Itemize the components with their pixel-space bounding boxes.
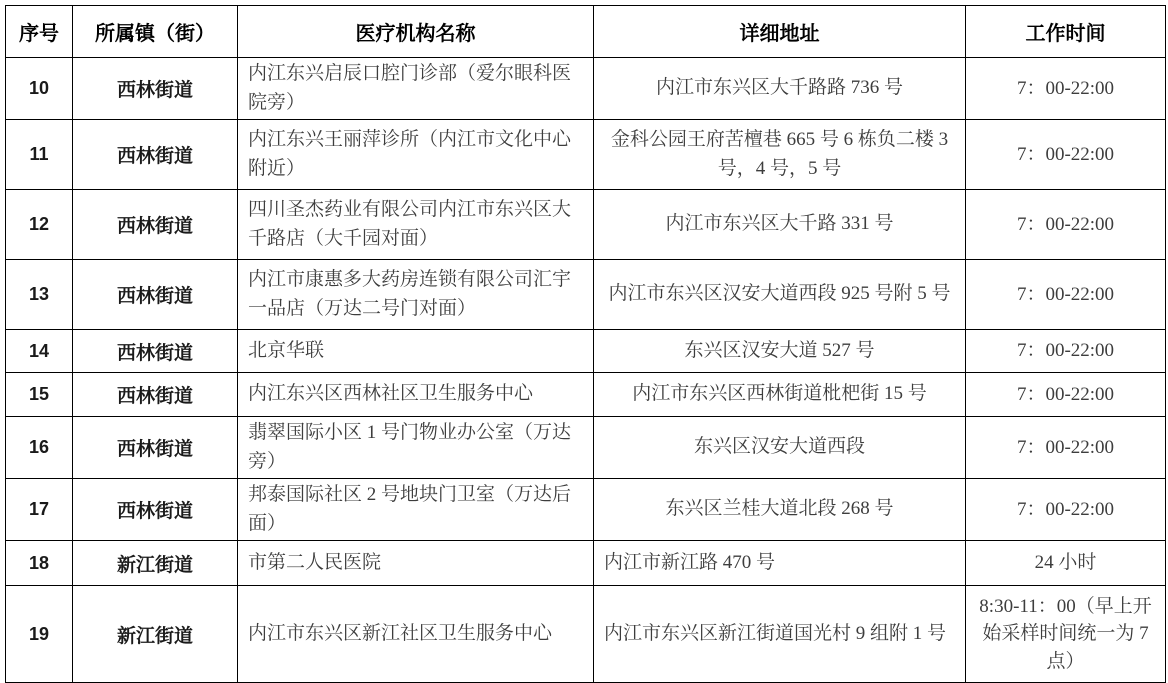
- address-cell: 金科公园王府苦檀巷 665 号 6 栋负二楼 3 号，4 号，5 号: [594, 120, 966, 190]
- row-number-cell: 10: [6, 58, 73, 120]
- institution-name-cell: 四川圣杰药业有限公司内江市东兴区大千路店（大千园对面）: [238, 190, 594, 260]
- row-number-cell: 19: [6, 586, 73, 683]
- table-row: [6, 190, 1166, 260]
- hours-cell: 7：00-22:00: [966, 58, 1166, 120]
- town-cell: 新江街道: [73, 586, 238, 683]
- row-number-cell: 14: [6, 330, 73, 373]
- town-cell: 西林街道: [73, 120, 238, 190]
- hours-cell: 24 小时: [966, 541, 1166, 586]
- institution-name-cell: 内江市康惠多大药房连锁有限公司汇宇一品店（万达二号门对面）: [238, 260, 594, 330]
- address-cell: 内江市东兴区新江街道国光村 9 组附 1 号: [594, 586, 966, 683]
- table-row: [6, 260, 1166, 330]
- table-row: [6, 417, 1166, 479]
- header-town: 所属镇（街）: [73, 6, 238, 58]
- row-number-cell: 12: [6, 190, 73, 260]
- hours-cell: 7：00-22:00: [966, 190, 1166, 260]
- table-row: [6, 373, 1166, 417]
- town-cell: 新江街道: [73, 541, 238, 586]
- hours-cell: 7：00-22:00: [966, 330, 1166, 373]
- institution-name-cell: 内江市东兴区新江社区卫生服务中心: [238, 586, 594, 683]
- hours-cell: 7：00-22:00: [966, 479, 1166, 541]
- address-cell: 东兴区兰桂大道北段 268 号: [594, 479, 966, 541]
- row-number-cell: 18: [6, 541, 73, 586]
- address-cell: 东兴区汉安大道西段: [594, 417, 966, 479]
- institution-name-cell: 市第二人民医院: [238, 541, 594, 586]
- table-row: [6, 541, 1166, 586]
- town-cell: 西林街道: [73, 373, 238, 417]
- address-cell: 东兴区汉安大道 527 号: [594, 330, 966, 373]
- town-cell: 西林街道: [73, 58, 238, 120]
- town-cell: 西林街道: [73, 417, 238, 479]
- institution-name-cell: 北京华联: [238, 330, 594, 373]
- row-number-cell: 13: [6, 260, 73, 330]
- hours-cell: 7：00-22:00: [966, 120, 1166, 190]
- address-cell: 内江市东兴区大千路 331 号: [594, 190, 966, 260]
- row-number-cell: 11: [6, 120, 73, 190]
- institution-name-cell: 内江东兴区西林社区卫生服务中心: [238, 373, 594, 417]
- table-row: [6, 586, 1166, 683]
- header-hours: 工作时间: [966, 6, 1166, 58]
- header-institution-name: 医疗机构名称: [238, 6, 594, 58]
- hours-cell: 8:30-11：00（早上开始采样时间统一为 7 点）: [966, 586, 1166, 683]
- address-cell: 内江市东兴区大千路路 736 号: [594, 58, 966, 120]
- table-row: [6, 330, 1166, 373]
- header-no: 序号: [6, 6, 73, 58]
- institution-name-cell: 内江东兴王丽萍诊所（内江市文化中心附近）: [238, 120, 594, 190]
- row-number-cell: 17: [6, 479, 73, 541]
- table-row: [6, 479, 1166, 541]
- hours-cell: 7：00-22:00: [966, 373, 1166, 417]
- hours-cell: 7：00-22:00: [966, 260, 1166, 330]
- institution-name-cell: 邦泰国际社区 2 号地块门卫室（万达后面）: [238, 479, 594, 541]
- address-cell: 内江市东兴区汉安大道西段 925 号附 5 号: [594, 260, 966, 330]
- town-cell: 西林街道: [73, 330, 238, 373]
- table-row: [6, 120, 1166, 190]
- town-cell: 西林街道: [73, 479, 238, 541]
- header-address: 详细地址: [594, 6, 966, 58]
- medical-institutions-table: [5, 5, 1166, 683]
- institution-name-cell: 内江东兴启辰口腔门诊部（爱尔眼科医院旁）: [238, 58, 594, 120]
- address-cell: 内江市新江路 470 号: [594, 541, 966, 586]
- institution-name-cell: 翡翠国际小区 1 号门物业办公室（万达旁）: [238, 417, 594, 479]
- town-cell: 西林街道: [73, 190, 238, 260]
- table-row: [6, 58, 1166, 120]
- hours-cell: 7：00-22:00: [966, 417, 1166, 479]
- address-cell: 内江市东兴区西林街道枇杷街 15 号: [594, 373, 966, 417]
- town-cell: 西林街道: [73, 260, 238, 330]
- row-number-cell: 15: [6, 373, 73, 417]
- row-number-cell: 16: [6, 417, 73, 479]
- table-header-row: [6, 6, 1166, 58]
